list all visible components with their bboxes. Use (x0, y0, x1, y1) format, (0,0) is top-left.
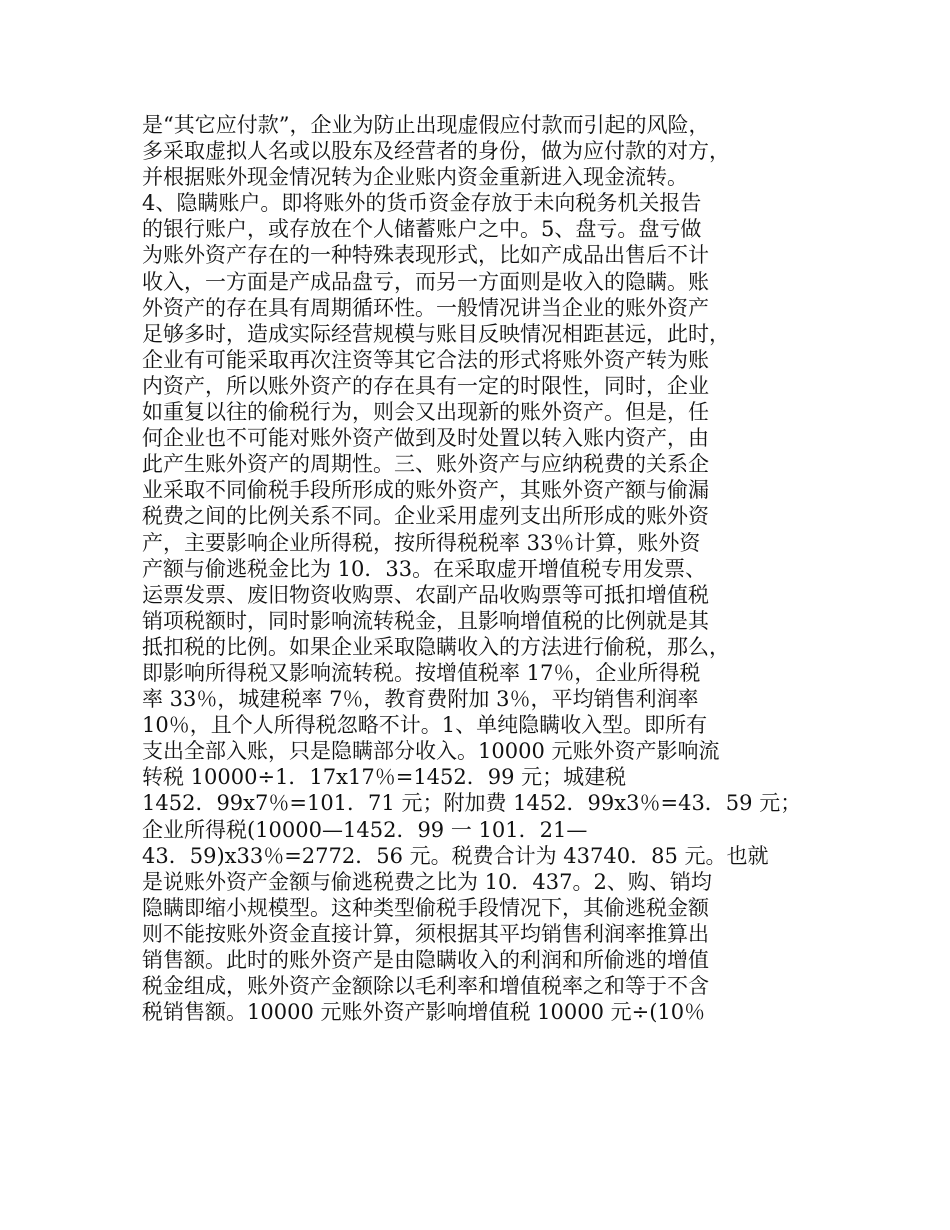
text-line: 税费之间的比例关系不同。企业采用虚列支出所形成的账外资 (142, 504, 709, 529)
text-line: 何企业也不可能对账外资产做到及时处置以转入账内资产，由 (142, 426, 709, 451)
text-line: 企业所得税(10000—1452．99 一 101．21— (142, 817, 588, 842)
text-line: 产，主要影响企业所得税，按所得税税率 33％计算，账外资 (142, 530, 701, 555)
text-line: 业采取不同偷税手段所形成的账外资产，其账外资产额与偷漏 (142, 478, 709, 503)
text-line: 收入，一方面是产成品盘亏，而另一方面则是收入的隐瞒。账 (142, 269, 709, 294)
text-line: 4、隐瞒账户。即将账外的货币资金存放于未向税务机关报告 (142, 191, 702, 216)
text-line: 足够多时，造成实际经营规模与账目反映情况相距甚远，此时， (142, 321, 730, 346)
text-line: 外资产的存在具有周期循环性。一般情况讲当企业的账外资产 (142, 295, 709, 320)
text-line: 则不能按账外资金直接计算，须根据其平均销售利润率推算出 (142, 921, 709, 946)
text-line: 1452．99x7％=101．71 元；附加费 1452．99x3％=43．59 元； (142, 791, 802, 816)
text-line: 10％，且个人所得税忽略不计。1、单纯隐瞒收入型。即所有 (142, 713, 708, 738)
text-line: 如重复以往的偷税行为，则会又出现新的账外资产。但是，任 (142, 400, 709, 425)
text-line: 此产生账外资产的周期性。三、账外资产与应纳税费的关系企 (142, 452, 709, 477)
text-line: 销售额。此时的账外资产是由隐瞒收入的利润和所偷逃的增值 (142, 948, 709, 972)
text-line: 多采取虚拟人名或以股东及经营者的身份，做为应付款的对方， (142, 139, 730, 164)
text-line: 运票发票、废旧物资收购票、农副产品收购票等可抵扣增值税 (142, 582, 709, 607)
text-line: 即影响所得税又影响流转税。按增值税率 17％，企业所得税 (142, 660, 701, 685)
text-line: 率 33％，城建税率 7％，教育费附加 3％，平均销售利润率 (142, 687, 699, 712)
text-line: 隐瞒即缩小规模型。这种类型偷税手段情况下，其偷逃税金额 (142, 895, 709, 920)
text-line: 的银行账户，或存放在个人储蓄账户之中。5、盘亏。盘亏做 (142, 217, 702, 242)
text-line: 并根据账外现金情况转为企业账内资金重新进入现金流转。 (142, 165, 688, 190)
text-line: 内资产，所以账外资产的存在具有一定的时限性，同时，企业 (142, 373, 709, 398)
text-line: 转税 10000÷1．17x17％=1452．99 元；城建税 (142, 765, 627, 790)
text-line: 销项税额时，同时影响流转税金，且影响增值税的比例就是其 (142, 608, 709, 633)
text-line: 抵扣税的比例。如果企业采取隐瞒收入的方法进行偷税，那么， (142, 634, 730, 659)
text-line: 企业有可能采取再次注资等其它合法的形式将账外资产转为账 (142, 347, 709, 372)
text-line: 为账外资产存在的一种特殊表现形式，比如产成品出售后不计 (142, 243, 709, 268)
text-line: 43．59)x33％=2772．56 元。税费合计为 43740．85 元。也就 (142, 843, 769, 868)
document-body (142, 112, 842, 1025)
text-line: 税销售额。10000 元账外资产影响增值税 10000 元÷(10％ (142, 1000, 706, 1025)
text-line: 税金组成，账外资产金额除以毛利率和增值税率之和等于不含 (142, 974, 709, 999)
text-line: 是“其它应付款”，企业为防止出现虚假应付款而引起的风险， (142, 113, 710, 137)
text-line: 是说账外资产金额与偷逃税费之比为 10．437。2、购、销均 (142, 869, 712, 894)
text-line: 支出全部入账，只是隐瞒部分收入。10000 元账外资产影响流 (142, 739, 720, 764)
text-line: 产额与偷逃税金比为 10．33。在采取虚开增值税专用发票、 (142, 556, 707, 581)
